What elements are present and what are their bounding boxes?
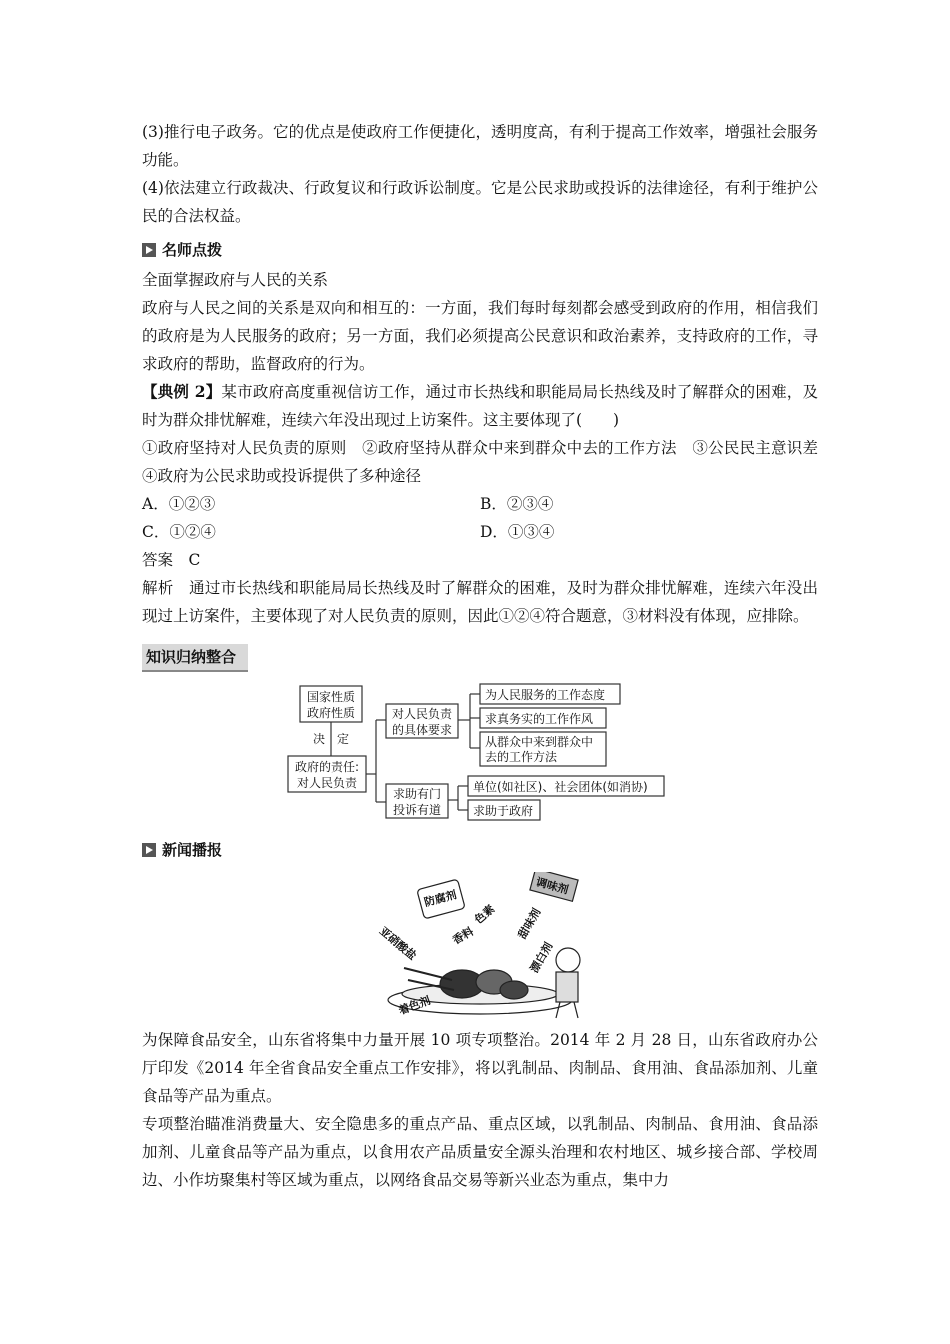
- label-sweetener: 甜味剂: [515, 906, 544, 942]
- example-question-text: 某市政府高度重视信访工作，通过市长热线和职能局局长热线及时了解群众的困难，及时为群众排忧解难，连续六年没出现过上访案件。这主要体现了( ): [142, 383, 818, 429]
- food-additive-illustration: [142, 872, 818, 1022]
- teacher-tip-title: 全面掌握政府与人民的关系: [142, 271, 329, 289]
- play-triangle-icon: [142, 243, 156, 257]
- play-triangle-icon: [142, 843, 156, 857]
- label-spice: 香料: [450, 924, 476, 948]
- label-bleach: 漂白剂: [527, 940, 556, 976]
- teacher-tip-heading: 名师点拨: [162, 241, 223, 259]
- option-b: B．②③④: [480, 495, 554, 513]
- teacher-tip-header: [142, 236, 818, 264]
- req-item-3b: 去的工作方法: [485, 750, 558, 764]
- example-question: [142, 378, 818, 434]
- knowledge-diagram: [142, 682, 818, 832]
- decide-label: 决 定: [312, 732, 350, 746]
- option-a: A．①②③: [142, 495, 216, 513]
- label-nitrite: 亚硝酸盐: [376, 924, 419, 963]
- example-analysis: 解析 通过市长热线和职能局局长热线及时了解群众的困难，及时为群众排忧解难，连续六年没出现过上访案件，主要体现了对人民负责的原则，因此①②④符合题意，③材料没有体现，应排除。: [142, 579, 818, 625]
- label-seasoning: 调味剂: [534, 875, 570, 897]
- label-pigment: 色素: [472, 902, 498, 927]
- responsibility-line-1: 政府的责任:: [294, 760, 360, 774]
- requirement-line-2: 的具体要求: [391, 723, 453, 737]
- help-line-2: 投诉有道: [392, 803, 442, 817]
- person-body: [556, 972, 578, 1002]
- label-preservative: 防腐剂: [422, 888, 459, 910]
- syringe: [404, 968, 452, 980]
- help-line-1: 求助有门: [392, 787, 442, 801]
- illustration-svg: [142, 872, 818, 1022]
- food-item: [500, 981, 528, 999]
- help-item-1: 单位(如社区)、社会团体(如消协): [473, 780, 648, 794]
- intro-point-4: (4)依法建立行政裁决、行政复议和行政诉讼制度。它是公民求助或投诉的法律途径，有利于维护公民的合法权益。: [142, 179, 818, 225]
- news-header: [142, 836, 818, 864]
- option-c: C．①②④: [142, 523, 216, 541]
- options-row-2: [142, 518, 818, 546]
- summary-banner: 知识归纳整合: [142, 644, 248, 672]
- person-head: [556, 948, 580, 972]
- nature-line-2: 政府性质: [306, 706, 356, 720]
- help-item-2: 求助于政府: [473, 804, 534, 818]
- example-statements: ①政府坚持对人民负责的原则 ②政府坚持从群众中来到群众中去的工作方法 ③公民民主意识差 ④政府为公民求助或投诉提供了多种途径: [142, 439, 834, 485]
- example-label: 【典例 2】: [142, 382, 222, 401]
- news-heading: 新闻播报: [162, 841, 223, 859]
- example-answer: 答案 C: [142, 551, 201, 569]
- options-row-1: [142, 490, 818, 518]
- news-paragraph-2: 专项整治瞄准消费量大、安全隐患多的重点产品、重点区域，以乳制品、肉制品、食用油、食品添加剂、儿童食品等产品为重点，以食用农产品质量安全源头治理和农村地区、城乡接合部、学校周边、小作坊聚集村等区域为重点，以网络食品交易等新兴业态为重点，集中力: [142, 1115, 818, 1189]
- nature-line-1: 国家性质: [306, 690, 356, 704]
- req-item-1: 为人民服务的工作态度: [485, 688, 606, 702]
- req-item-3a: 从群众中来到群众中: [485, 735, 594, 749]
- intro-point-3: (3)推行电子政务。它的优点是使政府工作便捷化，透明度高，有利于提高工作效率，增强社会服务功能。: [142, 123, 818, 169]
- teacher-tip-body: 政府与人民之间的关系是双向和相互的：一方面，我们每时每刻都会感受到政府的作用，相信我们的政府是为人民服务的政府；另一方面，我们必须提高公民意识和政治素养，支持政府的工作，寻求政府的帮助，监督政府的行为。: [142, 299, 818, 373]
- responsibility-line-2: 对人民负责: [296, 776, 358, 790]
- label-colorant: 着色剂: [396, 993, 433, 1018]
- diagram-svg: [142, 682, 818, 832]
- option-d: D．①③④: [480, 523, 555, 541]
- news-paragraph-1: 为保障食品安全，山东省将集中力量开展 10 项专项整治。2014 年 2 月 28 日，山东省政府办公厅印发《2014 年全省食品安全重点工作安排》，将以乳制品、肉制品、食用油、食品添加剂、儿童食品等产品为重点。: [142, 1031, 818, 1105]
- req-item-2: 求真务实的工作作风: [485, 712, 594, 726]
- requirement-line-1: 对人民负责: [391, 707, 453, 721]
- document-page: [142, 118, 834, 1194]
